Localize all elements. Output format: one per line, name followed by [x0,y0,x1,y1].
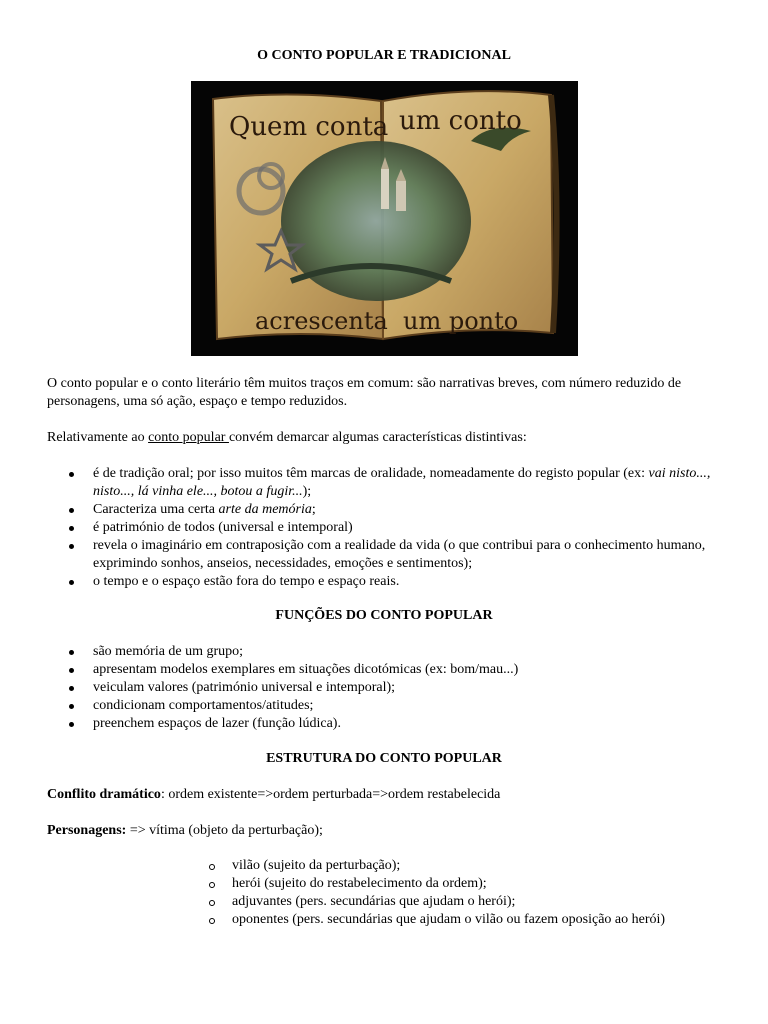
intro-paragraph: O conto popular e o conto literário têm muitos traços em comum: são narrativas breves, com número reduzido de personagens, uma só ação, espaço e tempo reduzidos. [47,376,682,409]
distinct-underlined: conto popular [148,430,229,445]
book-illustration [191,81,578,356]
distinct-after: convém demarcar algumas características distintivas: [228,430,527,445]
structure-heading: ESTRUTURA DO CONTO POPULAR [266,751,502,766]
characters-text: => vítima (objeto da perturbação); [126,823,323,838]
item-end: ; [311,502,316,517]
image-text-bottom-left: acrescenta [255,307,388,335]
list-item: vilão (sujeito da perturbação); [200,857,740,875]
functions-list [47,643,727,733]
list-item [47,465,727,501]
characters-list [200,857,740,929]
item-text: Caracteriza uma certa [93,502,219,517]
distinct-paragraph [47,429,727,447]
document-title: O CONTO POPULAR E TRADICIONAL [257,48,511,63]
item-text: é de tradição oral; por isso muitos têm marcas de oralidade, nomeadamente do registo popular (ex: [93,466,649,481]
list-item: adjuvantes (pers. secundárias que ajudam o herói); [200,893,740,911]
characters-paragraph [47,822,727,840]
list-item: preenchem espaços de lazer (função lúdica). [47,715,727,733]
characters-label: Personagens: [47,823,127,838]
list-item: são memória de um grupo; [47,643,727,661]
list-item: oponentes (pers. secundárias que ajudam o vilão ou fazem oposição ao herói) [200,911,740,929]
image-text-top-right: um conto [399,106,522,136]
functions-heading: FUNÇÕES DO CONTO POPULAR [275,608,493,623]
item-italic: vai nisto..., nisto..., lá vinha ele..., botou a fugir... [93,466,711,499]
conflict-label: Conflito dramático [47,787,161,802]
item-italic: arte da memória [218,502,312,517]
list-item: veiculam valores (património universal e intemporal); [47,679,727,697]
image-text-top-left: Quem conta [229,112,389,142]
conflict-paragraph [47,786,727,804]
characteristics-list [47,465,727,591]
list-item: condicionam comportamentos/atitudes; [47,697,727,715]
distinct-before: Relativamente ao [47,430,149,445]
list-item: revela o imaginário em contraposição com a realidade da vida (o que contribui para o conhecimento humano, exprimindo sonhos, anseios, necessidades, emoções e sentimentos); [47,537,727,573]
conflict-text: : ordem existente=>ordem perturbada=>ordem restabelecida [160,787,501,802]
item-end: ); [302,484,312,499]
list-item: é património de todos (universal e intemporal) [47,519,727,537]
list-item: o tempo e o espaço estão fora do tempo e espaço reais. [47,573,727,591]
image-text-bottom-right: um ponto [403,307,519,335]
list-item [47,501,727,519]
list-item: apresentam modelos exemplares em situações dicotómicas (ex: bom/mau...) [47,661,727,679]
list-item: herói (sujeito do restabelecimento da ordem); [200,875,740,893]
